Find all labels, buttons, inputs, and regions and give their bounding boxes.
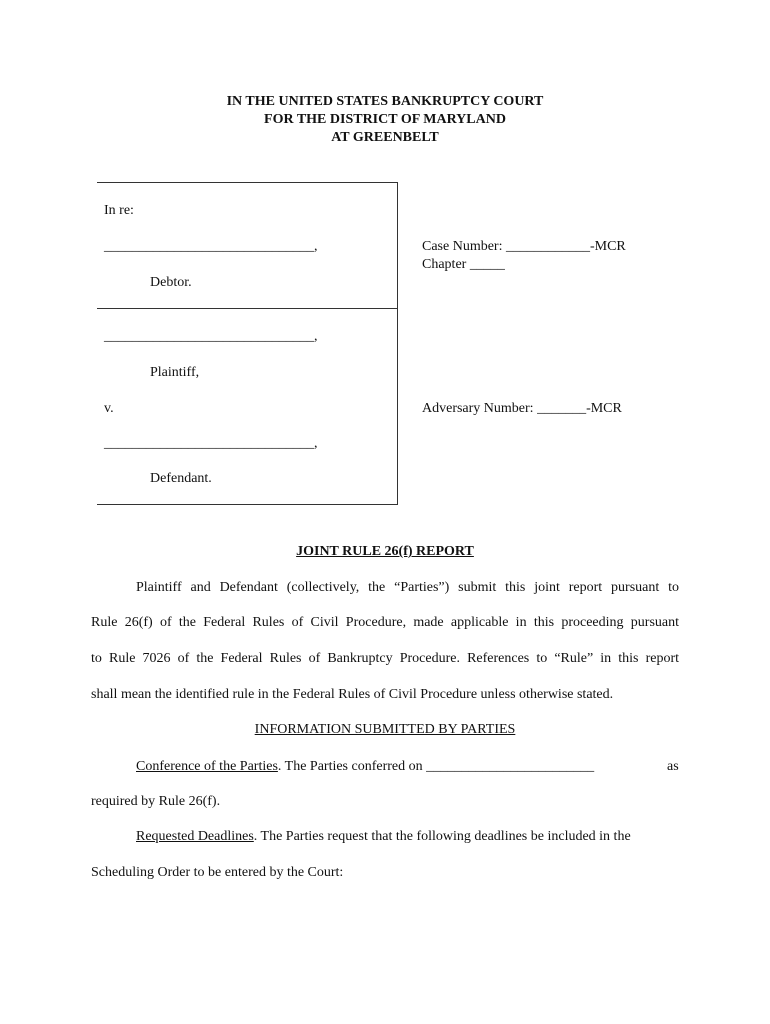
caption-bottom-rule [97, 504, 398, 505]
conference-text: . The Parties conferred on ________________________ [277, 759, 595, 774]
caption-middle-rule [97, 308, 398, 309]
court-district: FOR THE DISTRICT OF MARYLAND [264, 112, 506, 127]
court-division: AT GREENBELT [331, 130, 439, 145]
conference-line2: required by Rule 26(f). [91, 794, 221, 809]
conference-label: Conference of the Parties [136, 759, 278, 774]
conference-paragraph [136, 759, 594, 775]
section-heading-text: INFORMATION SUBMITTED BY PARTIES [254, 722, 516, 737]
report-title-text: JOINT RULE 26(f) REPORT [296, 544, 474, 559]
deadlines-line2: Scheduling Order to be entered by the Court: [91, 865, 344, 880]
versus-label: v. [104, 401, 114, 416]
deadlines-paragraph [136, 829, 631, 845]
adversary-number-field: Adversary Number: _______-MCR [422, 401, 622, 416]
court-name: IN THE UNITED STATES BANKRUPTCY COURT [226, 94, 544, 109]
in-re-label: In re: [104, 203, 134, 218]
deadlines-text: . The Parties request that the following deadlines be included in the [253, 829, 631, 844]
para1-line1: Plaintiff and Defendant (collectively, the “Parties”) submit this joint report pursuant to [136, 580, 679, 595]
debtor-name-blank: ______________________________, [104, 239, 318, 254]
case-number-field: Case Number: ____________-MCR [422, 239, 626, 254]
para1-line4: shall mean the identified rule in the Federal Rules of Civil Procedure unless otherwise stated. [91, 687, 614, 702]
report-title [0, 544, 770, 560]
debtor-label: Debtor. [150, 275, 192, 290]
plaintiff-name-blank: ______________________________, [104, 329, 318, 344]
deadlines-label: Requested Deadlines [136, 829, 254, 844]
defendant-name-blank: ______________________________, [104, 436, 318, 451]
defendant-label: Defendant. [150, 471, 212, 486]
conference-as: as [667, 759, 679, 774]
caption-right-rule [397, 182, 398, 505]
section-heading [0, 722, 770, 738]
chapter-field: Chapter _____ [422, 257, 505, 272]
para1-line3: to Rule 7026 of the Federal Rules of Bankruptcy Procedure. References to “Rule” in this report [91, 651, 679, 666]
para1-line2: Rule 26(f) of the Federal Rules of Civil Procedure, made applicable in this proceeding pursuant [91, 615, 679, 630]
plaintiff-label: Plaintiff, [150, 365, 200, 380]
caption-top-rule [97, 182, 398, 183]
